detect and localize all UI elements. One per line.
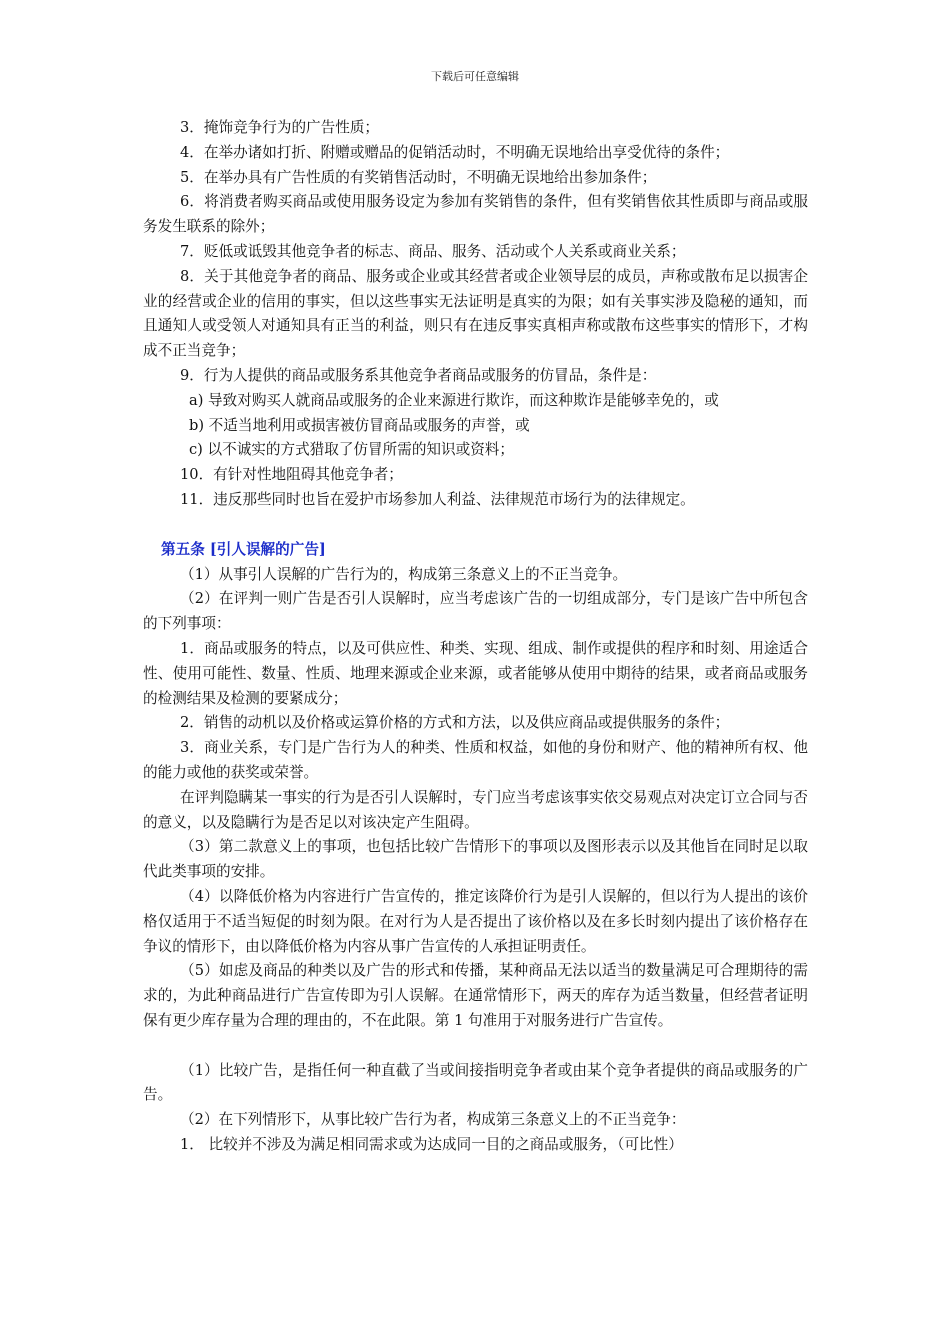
list-item: 8．关于其他竞争者的商品、服务或企业或其经营者或企业领导层的成员，声称或散布足以损害企业的经营或企业的信用的事实，但以这些事实无法证明是真实的为限；如有关事实涉及隐秘的通知，而且通知人或受领人对通知具有正当的利益，则只有在违反事实真相声称或散布这些事实的情形下，才构成不正当竞争； [143, 267, 808, 360]
paragraph: （2）在评判一则广告是否引人误解时，应当考虑该广告的一切组成部分，专门是该广告中所包含的下列事项： [143, 590, 808, 633]
list-item: 10．有针对性地阻碍其他竞争者； [180, 466, 403, 484]
paragraph: 1．商品或服务的特点，以及可供应性、种类、实现、组成、制作或提供的程序和时刻、用途适合性、使用可能性、数量、性质、地理来源或企业来源，或者能够从使用中期待的结果，或者商品或服务的检测结果及检测的要紧成分； [143, 639, 808, 707]
sub-list-item: b) 不适当地利用或损害被仿冒商品或服务的声誉，或 [189, 416, 530, 434]
paragraph: （1）从事引人误解的广告行为的，构成第三条意义上的不正当竞争。 [180, 565, 628, 583]
article-heading: 第五条 [引人误解的广告] [161, 540, 326, 558]
sub-list-item: a) 导致对购买人就商品或服务的企业来源进行欺诈，而这种欺诈是能够幸免的，或 [189, 391, 719, 409]
paragraph: 1． 比较并不涉及为满足相同需求或为达成同一目的之商品或服务，（可比性） [180, 1136, 683, 1154]
list-item: 11．违反那些同时也旨在爱护市场参加人利益、法律规范市场行为的法律规定。 [180, 490, 695, 508]
paragraph: 2．销售的动机以及价格或运算价格的方式和方法，以及供应商品或提供服务的条件； [180, 714, 730, 732]
paragraph: 3．商业关系，专门是广告行为人的种类、性质和权益，如他的身份和财产、他的精神所有权、他的能力或他的获奖或荣誉。 [143, 739, 808, 781]
paragraph: 在评判隐瞒某一事实的行为是否引人误解时，专门应当考虑该事实依交易观点对决定订立合同与否的意义，以及隐瞒行为是否足以对该决定产生阻碍。 [143, 788, 808, 831]
document-body [143, 116, 808, 1158]
list-item: 3．掩饰竞争行为的广告性质； [180, 119, 380, 136]
list-item: 5．在举办具有广告性质的有奖销售活动时，不明确无误地给出参加条件； [180, 168, 657, 186]
paragraph: （5）如虑及商品的种类以及广告的形式和传播，某种商品无法以适当的数量满足可合理期待的需求的，为此种商品进行广告宣传即为引人误解。在通常情形下，两天的库存为适当数量，但经营者证明保有更少库存量为合理的理由的，不在此限。第 1 句准用于对服务进行广告宣传。 [143, 962, 808, 1029]
section-gap [143, 513, 808, 538]
paragraph: （2）在下列情形下，从事比较广告行为者，构成第三条意义上的不正当竞争： [180, 1111, 686, 1129]
sub-list-item: c) 以不诚实的方式猎取了仿冒所需的知识或资料； [189, 441, 514, 459]
list-item: 9．行为人提供的商品或服务系其他竞争者商品或服务的仿冒品，条件是： [180, 366, 657, 384]
list-item: 7．贬低或诋毁其他竞争者的标志、商品、服务、活动或个人关系或商业关系； [180, 242, 686, 260]
paragraph: （4）以降低价格为内容进行广告宣传的，推定该降价行为是引人误解的，但以行为人提出的该价格仅适用于不适当短促的时刻为限。在对行为人是否提出了该价格以及在多长时刻内提出了该价格存在争议的情形下，由以降低价格为内容从事广告宣传的人承担证明责任。 [143, 887, 808, 955]
list-item: 6．将消费者购买商品或使用服务设定为参加有奖销售的条件，但有奖销售依其性质即与商品或服务发生联系的除外； [143, 193, 808, 236]
paragraph: （1）比较广告，是指任何一种直截了当或间接指明竞争者或由某个竞争者提供的商品或服务的广告。 [143, 1061, 808, 1104]
paragraph: （3）第二款意义上的事项，也包括比较广告情形下的事项以及图形表示以及其他旨在同时足以取代此类事项的安排。 [143, 838, 808, 881]
page-header: 下载后可任意编辑 [431, 70, 519, 83]
list-item: 4．在举办诸如打折、附赠或赠品的促销活动时，不明确无误地给出享受优待的条件； [180, 143, 730, 161]
section-gap [143, 1034, 808, 1059]
